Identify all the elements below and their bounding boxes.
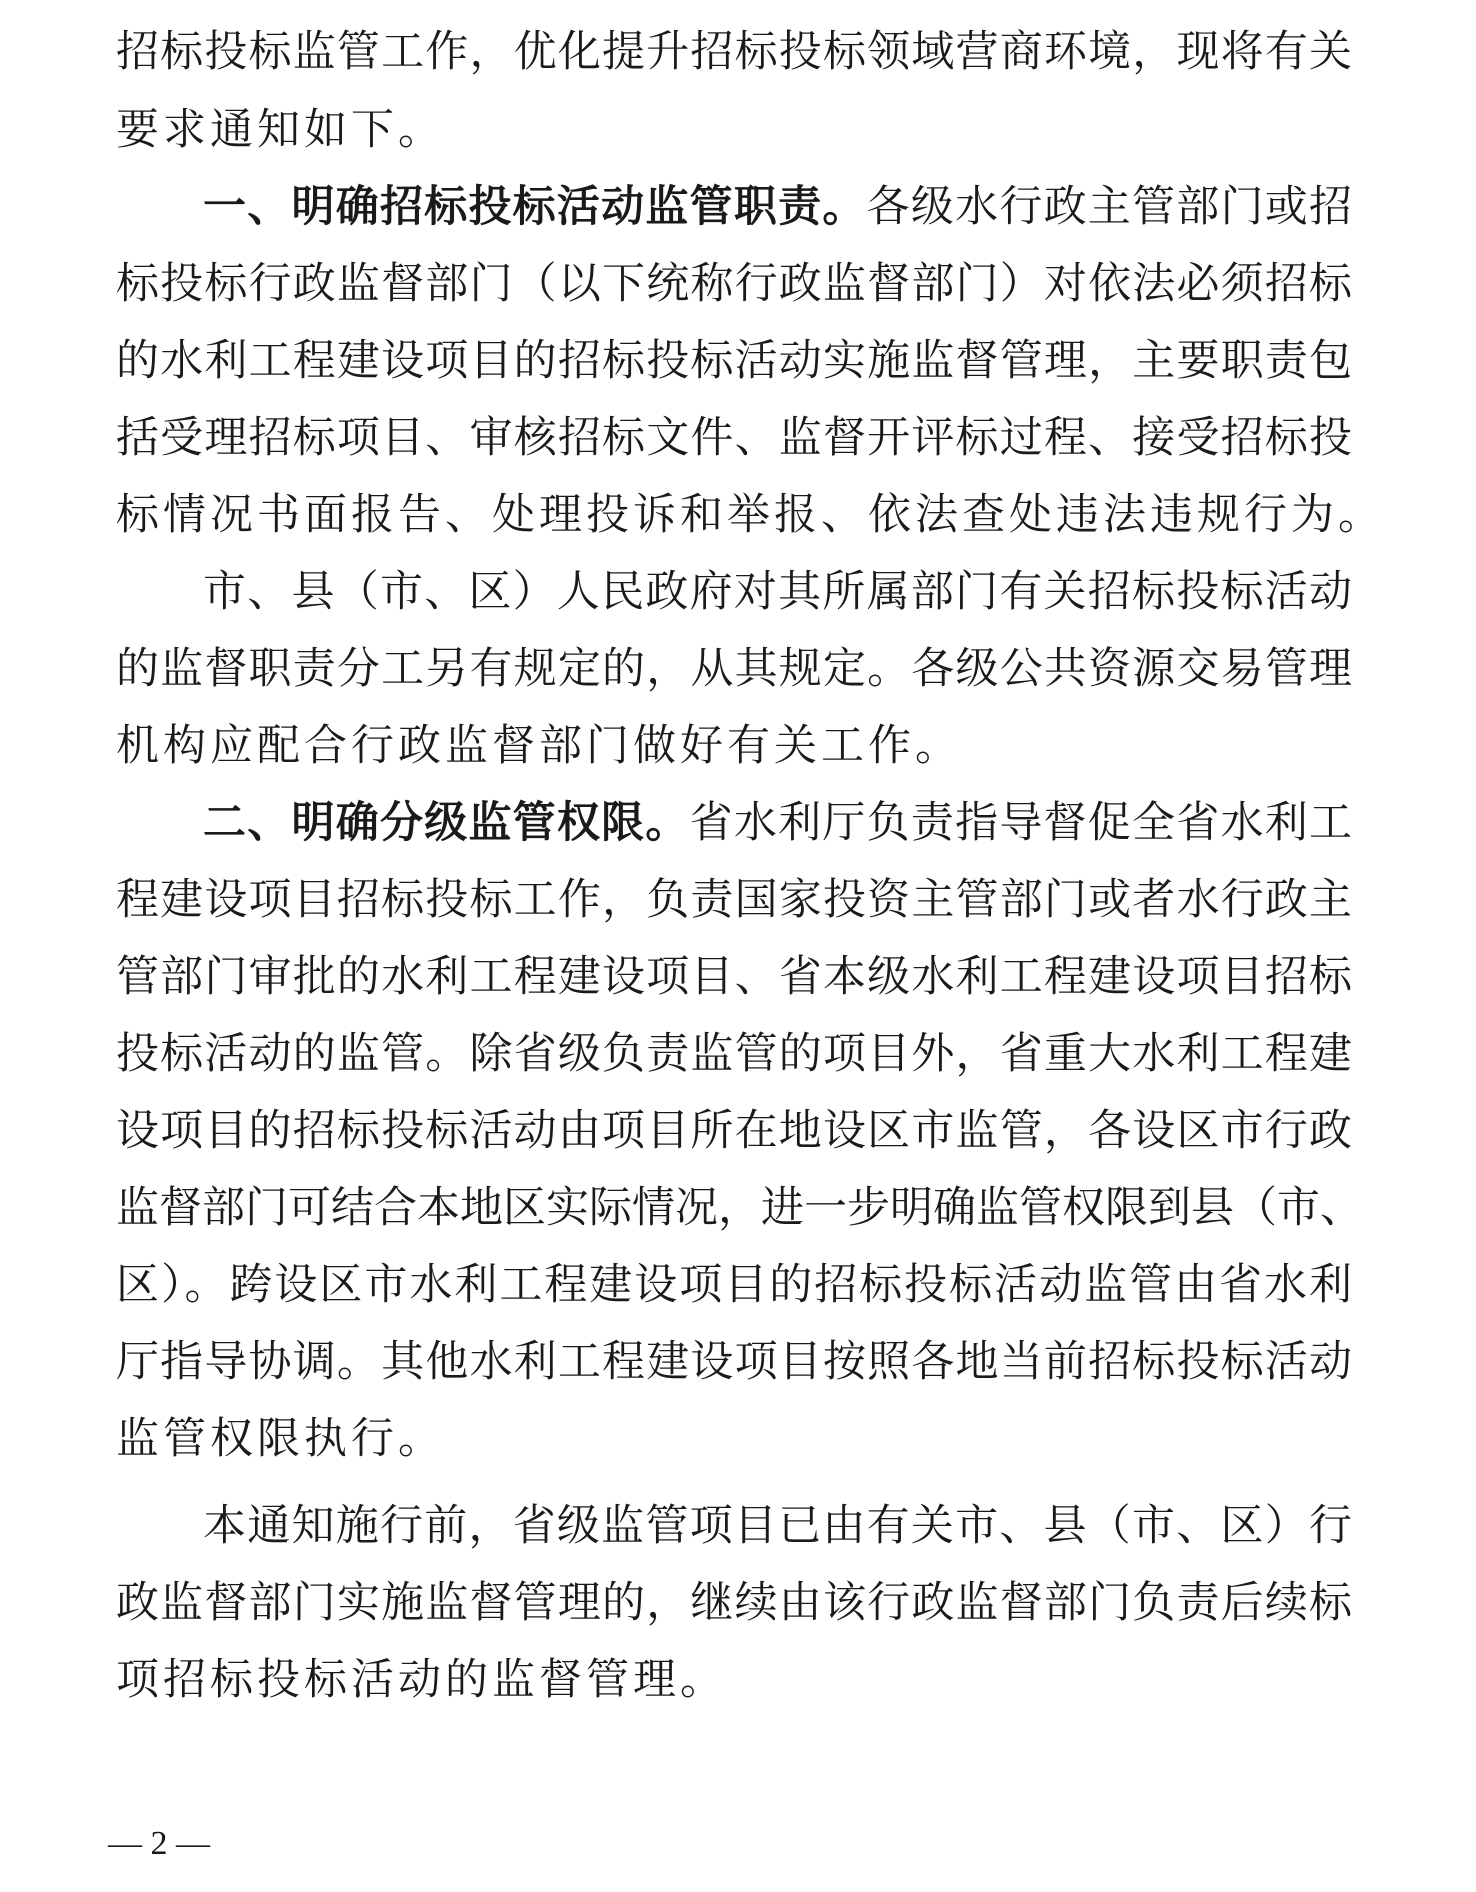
body-line: 项招标投标活动的监督管理。: [116, 1655, 727, 1705]
section-heading: 二、明确分级监管权限。: [203, 798, 690, 848]
body-text: 省水利厅负责指导督促全省水利工: [689, 798, 1353, 848]
body-line: 招标投标监管工作，优化提升招标投标领域营商环境，现将有关: [116, 27, 1352, 77]
body-line: 机构应配合行政监督部门做好有关工作。: [116, 721, 962, 771]
section-1-line: [203, 177, 1352, 237]
body-line: 的监督职责分工另有规定的，从其规定。各级公共资源交易管理: [116, 644, 1352, 694]
body-line: 本通知施行前，省级监管项目已由有关市、县（市、区）行: [203, 1501, 1352, 1551]
body-text: 各级水行政主管部门或招: [866, 182, 1353, 232]
body-line: 设项目的招标投标活动由项目所在地设区市监管，各设区市行政: [116, 1106, 1352, 1156]
body-line: 监督部门可结合本地区实际情况，进一步明确监管权限到县（市、: [116, 1183, 1363, 1233]
body-line: 监管权限执行。: [116, 1414, 445, 1464]
body-line: 标投标行政监督部门（以下统称行政监督部门）对依法必须招标: [116, 259, 1352, 309]
section-2-line: [203, 793, 1352, 853]
body-line: 投标活动的监管。除省级负责监管的项目外，省重大水利工程建: [116, 1029, 1352, 1079]
body-line: 的水利工程建设项目的招标投标活动实施监督管理，主要职责包: [116, 336, 1352, 386]
body-line: 政监督部门实施监督管理的，继续由该行政监督部门负责后续标: [116, 1578, 1352, 1628]
page-number: — 2 —: [108, 1825, 210, 1862]
body-line: 厅指导协调。其他水利工程建设项目按照各地当前招标投标活动: [116, 1337, 1352, 1387]
section-heading: 一、明确招标投标活动监管职责。: [203, 182, 867, 232]
body-line: 区）。跨设区市水利工程建设项目的招标投标活动监管由省水利: [116, 1260, 1352, 1310]
body-line: 要求通知如下。: [116, 105, 445, 155]
body-line: 标情况书面报告、处理投诉和举报、依法查处违法违规行为。: [116, 490, 1385, 540]
body-line: 管部门审批的水利工程建设项目、省本级水利工程建设项目招标: [116, 952, 1352, 1002]
body-line: 市、县（市、区）人民政府对其所属部门有关招标投标活动: [203, 567, 1352, 617]
body-line: 程建设项目招标投标工作，负责国家投资主管部门或者水行政主: [116, 875, 1352, 925]
body-line: 括受理招标项目、审核招标文件、监督开评标过程、接受招标投: [116, 413, 1352, 463]
